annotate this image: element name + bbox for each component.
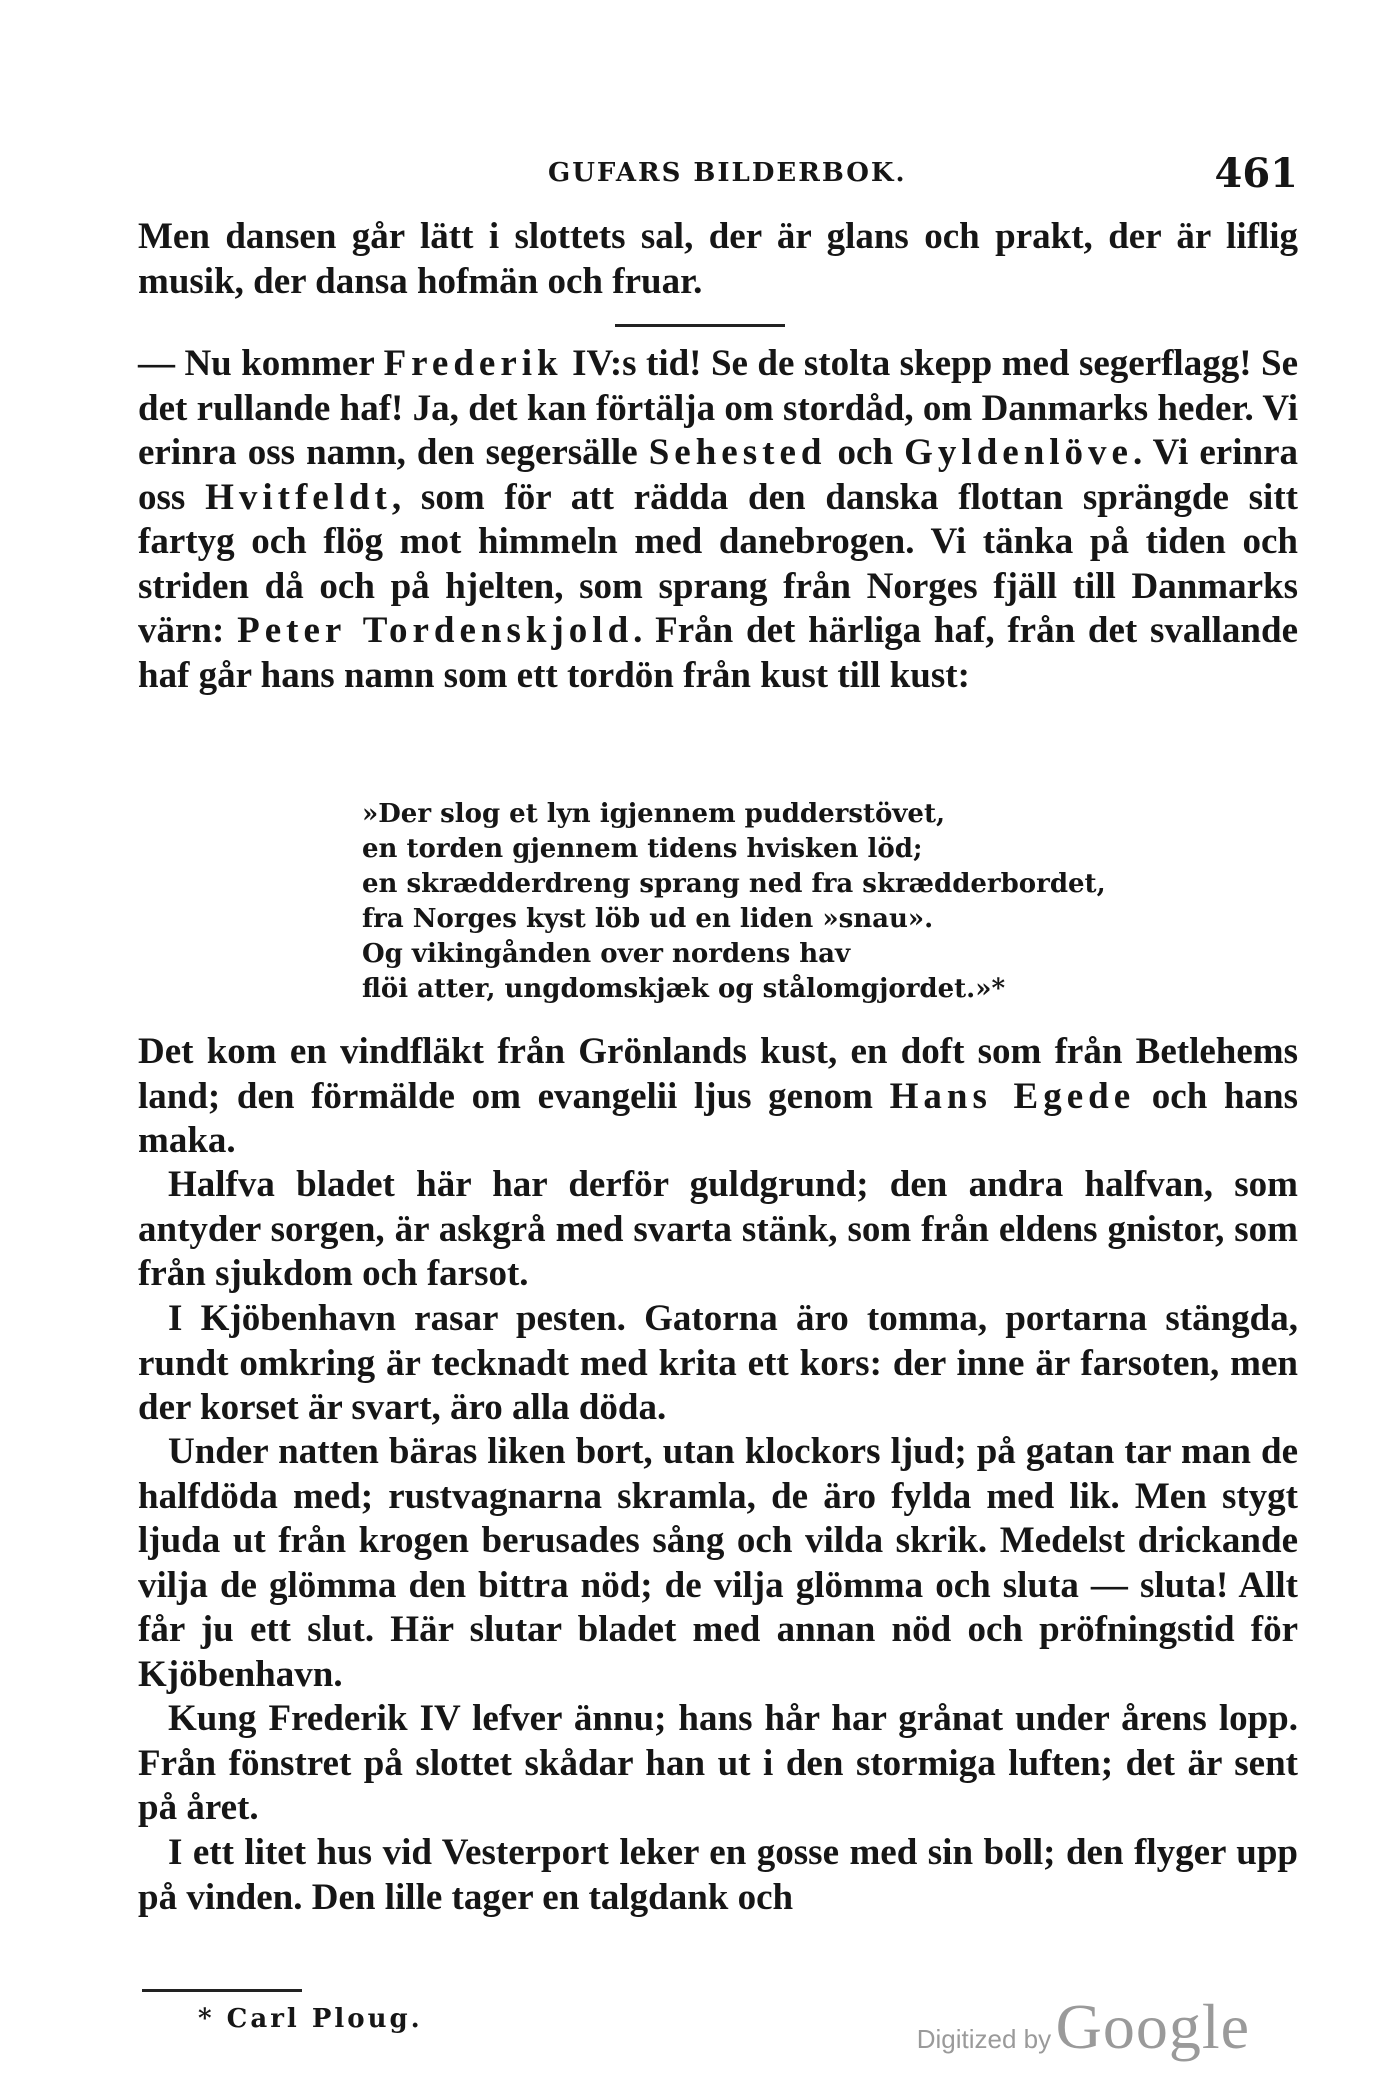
paragraph-2-text: . Från det härliga haf, från det svallande haf går hans namn som ett tordön från kust till kust: [138, 610, 1299, 696]
paragraph-6: Under natten bäras liken bort, utan klockors ljud; på gatan tar man de halfdöda med; rustvagnarna skramla, de äro fylda med lik. Men stygt ljuda ut från krogen berusades sång och vilda skrik. Medelst drickande vilja de glömma den bittra nöd; de vilja glömma och sluta — sluta! Allt får ju ett slut. Här slutar bladet med annan nöd och pröfningstid för Kjöbenhavn. [138, 1431, 1298, 1695]
name-hans-egede: Hans Egede [889, 1075, 1136, 1117]
poem-line: fra Norges kyst löb ud en liden »snau». [362, 904, 934, 934]
name-sehested: Sehested [648, 432, 827, 473]
paragraph-3 [138, 1030, 1298, 1164]
poem-line: en skrædderdreng sprang ned fra skrædderbordet, [362, 869, 1106, 899]
footnote-divider [142, 1989, 302, 1992]
paragraph-2-text: IV:s tid! Se de stolta skepp med segerflagg! Se det rullande haf! Ja, det kan förtälja om stordåd, om Danmarks heder. Vi erinra oss namn, den segersälle [138, 343, 1298, 473]
paragraph-5: I Kjöbenhavn rasar pesten. Gatorna äro tomma, portarna stängda, rundt omkring är tecknadt med krita ett kors: der inne är farsoten, men der korset är svart, äro alla döda. [138, 1298, 1298, 1428]
page-number: 461 [1214, 150, 1298, 197]
name-frederik: Frederik [383, 343, 563, 384]
section-divider [615, 324, 785, 327]
google-logo: Google [1055, 1991, 1250, 2062]
paragraph-7: Kung Frederik IV lefver ännu; hans hår har grånat under årens lopp. Från fönstret på slottet skådar han ut i den stormiga luften; det är sent på året. [138, 1698, 1298, 1828]
paragraph-1: Men dansen går lätt i slottets sal, der är glans och prakt, der är liflig musik, der dansa hofmän och fruar. [138, 216, 1298, 302]
paragraph-4: Halfva bladet här har derför guldgrund; den andra halfvan, som antyder sorgen, är askgrå med svarta stänk, som från eldens gnistor, som från sjukdom och farsot. [138, 1164, 1298, 1294]
paragraph-2-text: — Nu kommer [138, 343, 384, 384]
page-header [138, 150, 1298, 200]
watermark-prefix: Digitized by [916, 2024, 1052, 2054]
running-title: GUFARS BILDERBOK. [548, 158, 907, 188]
name-tordenskjold: Peter Tordenskjold [237, 610, 634, 651]
footnote: * Carl Ploug. [198, 2004, 423, 2034]
poem-quote [362, 797, 1262, 1007]
name-hvitfeldt: Hvitfeldt [205, 476, 392, 518]
paragraph-2-text: , som för att rädda den danska flottan sprängde sitt fartyg och flög mot himmeln med danebrogen. Vi tänka på tiden och striden då och på hjelten, som sprang från Norges fjäll till Danmarks värn: [138, 476, 1298, 651]
paragraph-8: I ett litet hus vid Vesterport leker en gosse med sin boll; den flyger upp på vinden. Den lille tager en talgdank och [138, 1832, 1298, 1918]
paragraph-2 [138, 342, 1298, 698]
poem-line: flöi atter, ungdomskjæk og stålomgjordet.»* [362, 974, 1006, 1004]
paragraph-2-text: och [826, 432, 905, 473]
digitized-watermark [917, 1990, 1250, 2064]
paragraph-2-text: . Vi erinra oss [138, 432, 1298, 518]
poem-line: »Der slog et lyn igjennem pudderstövet, [362, 799, 946, 829]
name-gyldenlove: Gyldenlöve [904, 432, 1133, 473]
paragraph-3-text: Det kom en vindfläkt från Grönlands kust, en doft som från Betlehems land; den förmälde om evangelii ljus genom [138, 1031, 1298, 1117]
poem-line: en torden gjennem tidens hvisken löd; [362, 834, 923, 864]
paragraph-3-text: och hans maka. [138, 1075, 1298, 1161]
poem-line: Og vikingånden over nordens hav [362, 939, 851, 969]
